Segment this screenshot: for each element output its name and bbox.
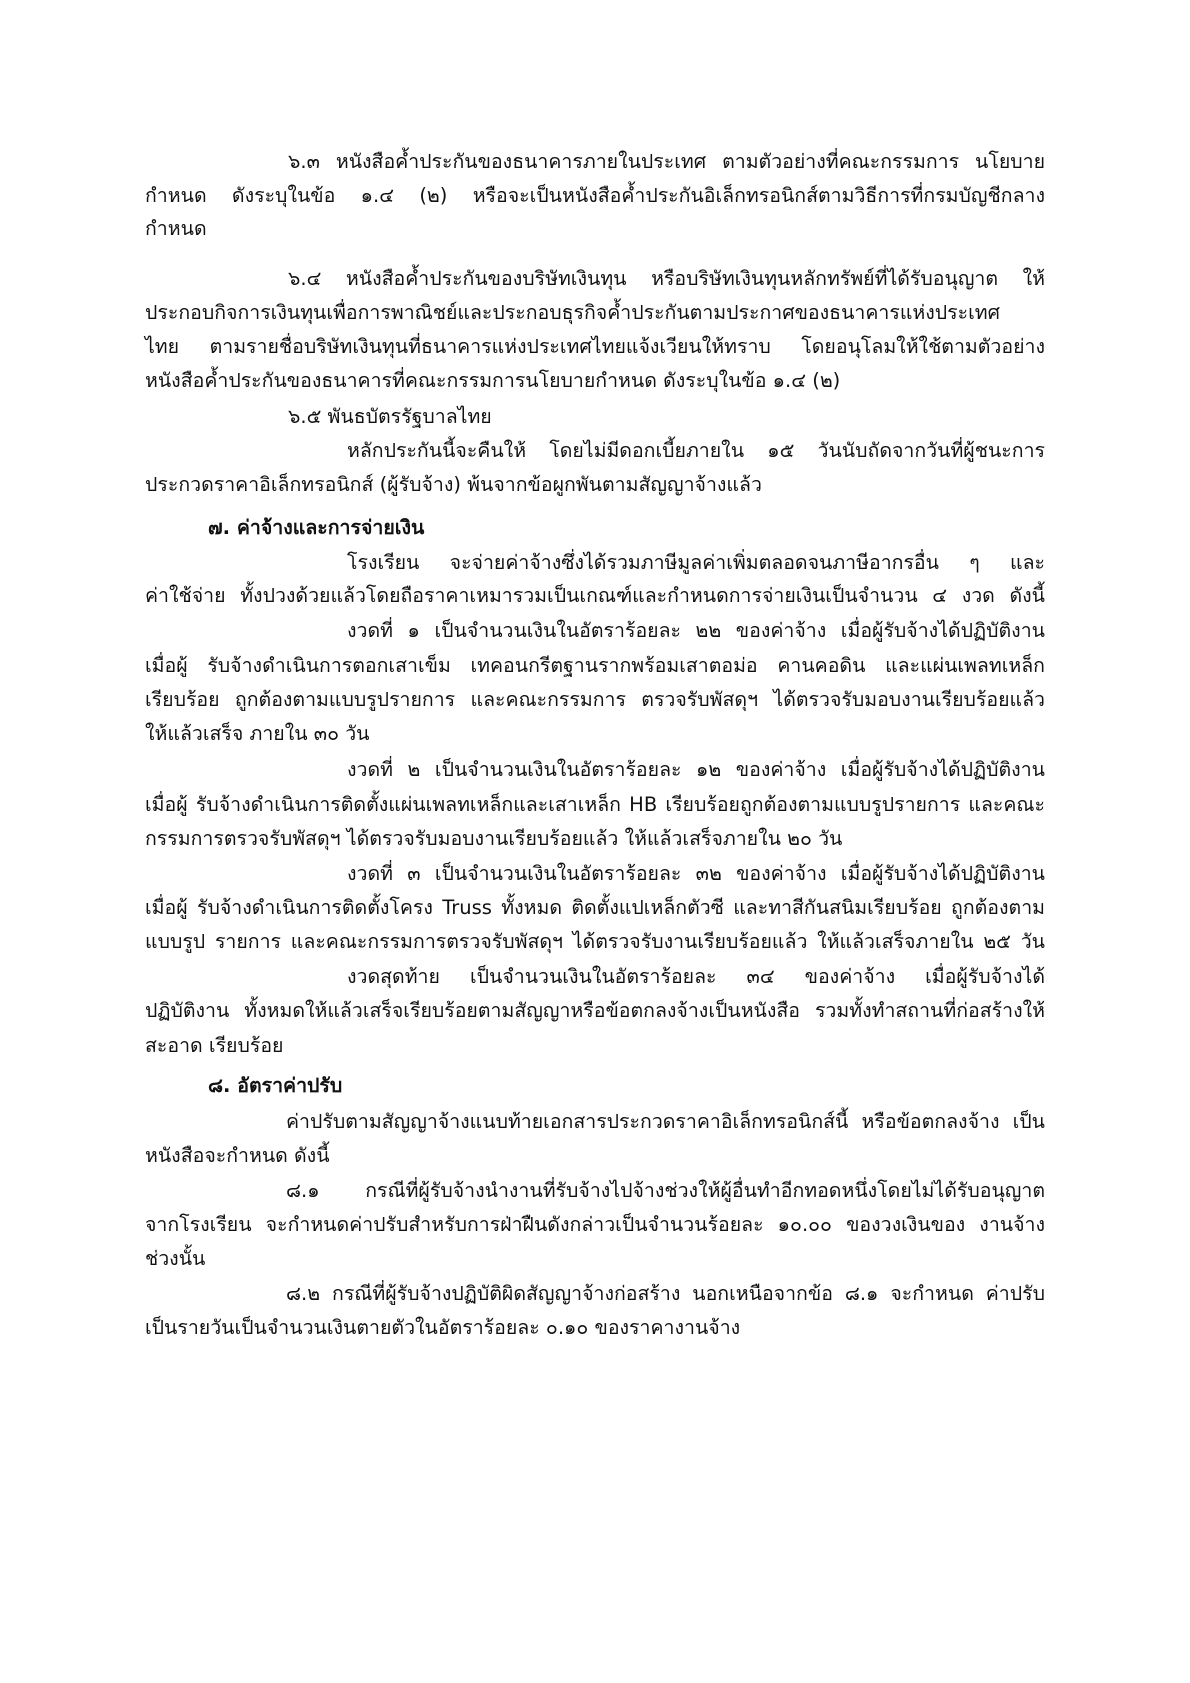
text-line: หลักประกันนี้จะคืนให้ โดยไม่มีดอกเบี้ยภายใน ๑๕ วันนับถัดจากวันที่ผู้ชนะการ: [347, 439, 1045, 462]
section-heading: ๘. อัตราค่าปรับ: [208, 1074, 343, 1097]
text-line: ๘.๑ กรณีที่ผู้รับจ้างนำงานที่รับจ้างไปจ้างช่วงให้ผู้อื่นทำอีกทอดหนึ่งโดยไม่ได้รับอนุญาต: [286, 1179, 1045, 1202]
text-line: เมื่อผู้ รับจ้างดำเนินการตอกเสาเข็ม เทคอนกรีตฐานรากพร้อมเสาตอม่อ คานคอดิน และแผ่นเพลทเหล็ก: [145, 654, 1045, 677]
text-line: หนังสือจะกำหนด ดังนี้: [145, 1144, 330, 1167]
text-line: สะอาด เรียบร้อย: [145, 1034, 284, 1057]
text-line: งวดที่ ๑ เป็นจำนวนเงินในอัตราร้อยละ ๒๒ ของค่าจ้าง เมื่อผู้รับจ้างได้ปฏิบัติงาน: [347, 619, 1045, 642]
text-line: หนังสือค้ำประกันของธนาคารที่คณะกรรมการนโยบายกำหนด ดังระบุในข้อ ๑.๔ (๒): [145, 369, 841, 392]
text-line: แบบรูป รายการ และคณะกรรมการตรวจรับพัสดุฯ ได้ตรวจรับงานเรียบร้อยแล้ว ให้แล้วเสร็จภายใน ๒๕ วัน: [145, 930, 1045, 953]
text-line: กรรมการตรวจรับพัสดุฯ ได้ตรวจรับมอบงานเรียบร้อยแล้ว ให้แล้วเสร็จภายใน ๒๐ วัน: [145, 827, 843, 850]
text-line: เมื่อผู้ รับจ้างดำเนินการติดตั้งแผ่นเพลทเหล็กและเสาเหล็ก HB เรียบร้อยถูกต้องตามแบบรูปรายการ และคณะ: [145, 793, 1045, 816]
text-line: งวดที่ ๓ เป็นจำนวนเงินในอัตราร้อยละ ๓๒ ของค่าจ้าง เมื่อผู้รับจ้างได้ปฏิบัติงาน: [347, 862, 1045, 885]
text-line: ค่าปรับตามสัญญาจ้างแนบท้ายเอกสารประกวดราคาอิเล็กทรอนิกส์นี้ หรือข้อตกลงจ้าง เป็น: [286, 1110, 1045, 1133]
text-line: ค่าใช้จ่าย ทั้งปวงด้วยแล้วโดยถือราคาเหมารวมเป็นเกณฑ์และกำหนดการจ่ายเงินเป็นจำนวน ๔ งวด ดังนี้: [145, 584, 1045, 607]
text-line: ๖.๓ หนังสือค้ำประกันของธนาคารภายในประเทศ ตามตัวอย่างที่คณะกรรมการ นโยบาย: [288, 150, 1045, 173]
text-line: ๖.๕ พันธบัตรรัฐบาลไทย: [288, 405, 492, 428]
text-line: เรียบร้อย ถูกต้องตามแบบรูปรายการ และคณะกรรมการ ตรวจรับพัสดุฯ ได้ตรวจรับมอบงานเรียบร้อยแล้ว: [145, 688, 1045, 711]
text-line: กำหนด ดังระบุในข้อ ๑.๔ (๒) หรือจะเป็นหนังสือค้ำประกันอิเล็กทรอนิกส์ตามวิธีการที่กรมบัญชีกลาง: [145, 184, 1045, 207]
text-line: กำหนด: [145, 217, 207, 240]
text-line: ๘.๒ กรณีที่ผู้รับจ้างปฏิบัติผิดสัญญาจ้างก่อสร้าง นอกเหนือจากข้อ ๘.๑ จะกำหนด ค่าปรับ: [286, 1282, 1045, 1305]
text-line: ประกอบกิจการเงินทุนเพื่อการพาณิชย์และประกอบธุรกิจค้ำประกันตามประกาศของธนาคารแห่งประเทศ: [145, 301, 1000, 324]
text-line: จากโรงเรียน จะกำหนดค่าปรับสำหรับการฝ่าฝืนดังกล่าวเป็นจำนวนร้อยละ ๑๐.๐๐ ของวงเงินของ งานจ้าง: [145, 1213, 1045, 1236]
text-line: เมื่อผู้ รับจ้างดำเนินการติดตั้งโครง Truss ทั้งหมด ติดตั้งแปเหล็กตัวซี และทาสีกันสนิมเรียบร้อย ถูกต้องตาม: [145, 896, 1045, 919]
text-line: ปฏิบัติงาน ทั้งหมดให้แล้วเสร็จเรียบร้อยตามสัญญาหรือข้อตกลงจ้างเป็นหนังสือ รวมทั้งทำสถานที่ก่อสร้างให้: [145, 999, 1045, 1022]
text-line: ๖.๔ หนังสือค้ำประกันของบริษัทเงินทุน หรือบริษัทเงินทุนหลักทรัพย์ที่ได้รับอนุญาต ให้: [288, 267, 1045, 290]
section-heading: ๗. ค่าจ้างและการจ่ายเงิน: [208, 516, 425, 539]
text-line: เป็นรายวันเป็นจำนวนเงินตายตัวในอัตราร้อยละ ๐.๑๐ ของราคางานจ้าง: [145, 1316, 741, 1339]
text-line: งวดสุดท้าย เป็นจำนวนเงินในอัตราร้อยละ ๓๔ ของค่าจ้าง เมื่อผู้รับจ้างได้: [347, 965, 1045, 988]
text-line: งวดที่ ๒ เป็นจำนวนเงินในอัตราร้อยละ ๑๒ ของค่าจ้าง เมื่อผู้รับจ้างได้ปฏิบัติงาน: [347, 758, 1045, 781]
text-line: ประกวดราคาอิเล็กทรอนิกส์ (ผู้รับจ้าง) พ้นจากข้อผูกพันตามสัญญาจ้างแล้ว: [145, 473, 762, 496]
text-line: โรงเรียน จะจ่ายค่าจ้างซึ่งได้รวมภาษีมูลค่าเพิ่มตลอดจนภาษีอากรอื่น ๆ และ: [347, 551, 1045, 574]
text-line: ให้แล้วเสร็จ ภายใน ๓๐ วัน: [145, 722, 370, 745]
text-line: ช่วงนั้น: [145, 1247, 206, 1270]
text-line: ไทย ตามรายชื่อบริษัทเงินทุนที่ธนาคารแห่งประเทศไทยแจ้งเวียนให้ทราบ โดยอนุโลมให้ใช้ตามตัวอย่าง: [145, 335, 1045, 358]
